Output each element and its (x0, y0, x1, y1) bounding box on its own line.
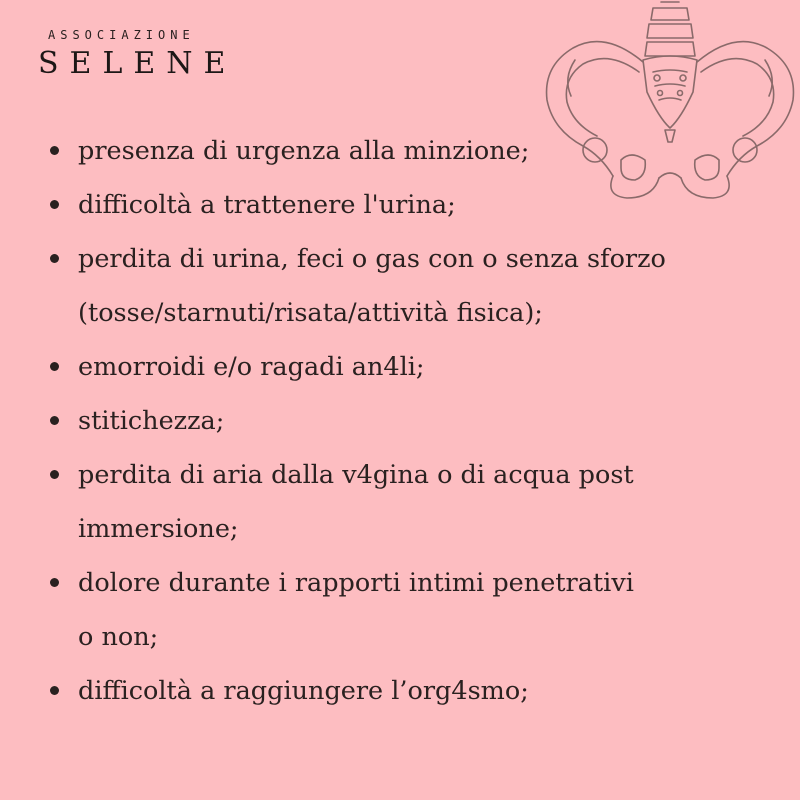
list-item-text: stitichezza; (78, 406, 225, 436)
list-item (40, 232, 740, 340)
list-item (40, 178, 740, 232)
list-item-text: dolore durante i rapporti intimi penetrativi (78, 568, 634, 598)
logo-top-text: ASSOCIAZIONE (48, 28, 195, 42)
logo-main-text: SELENE (38, 46, 237, 81)
bullet-icon (50, 146, 59, 155)
list-item (40, 124, 740, 178)
symptom-list (40, 124, 740, 718)
bullet-icon (50, 470, 59, 479)
association-logo (38, 28, 238, 82)
list-item-text: difficoltà a trattenere l'urina; (78, 190, 456, 220)
bullet-icon (50, 200, 59, 209)
list-item (40, 448, 740, 556)
bullet-icon (50, 578, 59, 587)
list-item-text: perdita di urina, feci o gas con o senza sforzo (78, 244, 666, 274)
list-item (40, 664, 740, 718)
list-item (40, 394, 740, 448)
list-item-text-continued: (tosse/starnuti/risata/attività fisica); (78, 298, 543, 328)
list-item-text: presenza di urgenza alla minzione; (78, 136, 530, 166)
bullet-icon (50, 686, 59, 695)
list-item (40, 556, 740, 664)
bullet-icon (50, 362, 59, 371)
list-item (40, 340, 740, 394)
bullet-icon (50, 254, 59, 263)
bullet-icon (50, 416, 59, 425)
list-item-text-continued: immersione; (78, 514, 239, 544)
list-item-text-continued: o non; (78, 622, 159, 652)
list-item-text: difficoltà a raggiungere l’org4smo; (78, 676, 529, 706)
list-item-text: perdita di aria dalla v4gina o di acqua post (78, 460, 634, 490)
list-item-text: emorroidi e/o ragadi an4li; (78, 352, 425, 382)
